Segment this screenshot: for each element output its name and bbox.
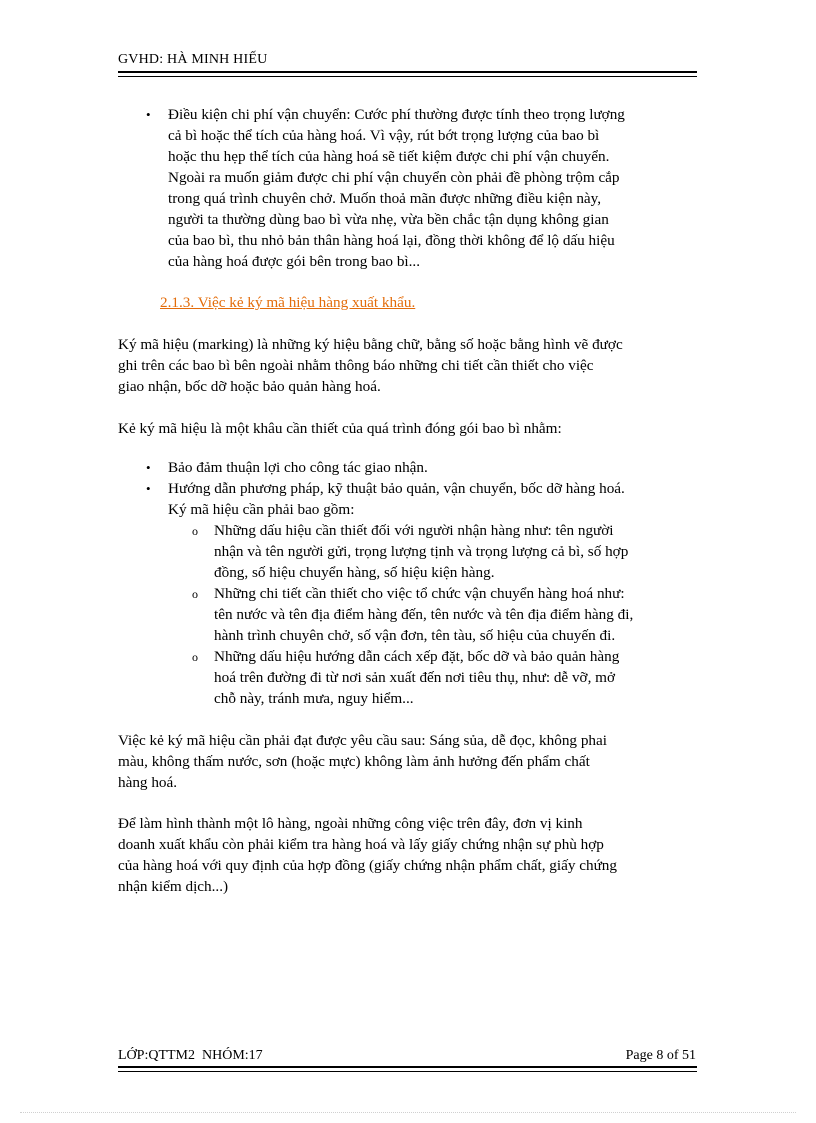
paragraph-purpose bbox=[118, 418, 704, 439]
line: người ta thường dùng bao bì vừa nhẹ, vừa bền chắc tận dụng không gian bbox=[168, 211, 609, 228]
intro-bullet-block bbox=[118, 104, 704, 272]
line: màu, không thấm nước, sơn (hoặc mực) không làm ảnh hưởng đến phẩm chất bbox=[118, 753, 590, 770]
bullet-icon: • bbox=[146, 107, 151, 122]
line: ghi trên các bao bì bên ngoài nhằm thông báo những chi tiết cần thiết cho việc bbox=[118, 357, 594, 374]
header-rule bbox=[118, 71, 697, 77]
line: Những chi tiết cần thiết cho việc tổ chức vận chuyển hàng hoá như: bbox=[214, 585, 625, 602]
line: nhận kiểm dịch...) bbox=[118, 878, 229, 895]
line: đồng, số hiệu chuyển hàng, số hiệu kiện hàng. bbox=[214, 564, 495, 581]
line: tên nước và tên địa điểm hàng đến, tên nước và tên địa điểm hàng đi, bbox=[214, 606, 634, 623]
paragraph-marking-definition bbox=[118, 334, 704, 397]
line: Những dấu hiệu cần thiết đối với người nhận hàng như: tên người bbox=[214, 522, 614, 539]
circle-bullet-icon: o bbox=[192, 587, 198, 601]
line: Kẻ ký mã hiệu là một khâu cần thiết của quá trình đóng gói bao bì nhằm: bbox=[118, 420, 562, 437]
circle-bullet-icon: o bbox=[192, 650, 198, 664]
line: Bảo đảm thuận lợi cho công tác giao nhận. bbox=[168, 459, 428, 476]
circle-bullet-icon: o bbox=[192, 524, 198, 538]
line: Ký mã hiệu (marking) là những ký hiệu bằng chữ, bằng số hoặc bằng hình vẽ được bbox=[118, 336, 623, 353]
header-text: GVHD: HÀ MINH HIẾU bbox=[118, 52, 268, 67]
bullet-icon: • bbox=[146, 460, 151, 475]
section-heading-block bbox=[160, 292, 700, 313]
line: cả bì hoặc thể tích của hàng hoá. Vì vậy, rút bớt trọng lượng của bao bì bbox=[168, 127, 600, 144]
footer-class-group: LỚP:QTTM2 NHÓM:17 bbox=[118, 1048, 263, 1063]
line: Ngoài ra muốn giảm được chi phí vận chuyển còn phải đề phòng trộm cắp bbox=[168, 169, 620, 186]
purpose-bullet-list bbox=[118, 457, 704, 709]
line: của bao bì, thu nhỏ bản thân hàng hoá lại, đồng thời không để lộ dấu hiệu bbox=[168, 232, 615, 249]
page-edge-divider bbox=[20, 1112, 796, 1113]
paragraph-requirements bbox=[118, 730, 704, 793]
list-item bbox=[118, 457, 704, 478]
page-footer bbox=[118, 1048, 696, 1064]
line: Việc kẻ ký mã hiệu cần phải đạt được yêu cầu sau: Sáng sủa, dễ đọc, không phai bbox=[118, 732, 607, 749]
line: Điều kiện chi phí vận chuyển: Cước phí thường được tính theo trọng lượng bbox=[168, 106, 625, 123]
line: Hướng dẫn phương pháp, kỹ thuật bảo quản, vận chuyển, bốc dỡ hàng hoá. bbox=[168, 480, 625, 497]
footer-rule bbox=[118, 1066, 697, 1072]
line: giao nhận, bốc dỡ hoặc bảo quản hàng hoá. bbox=[118, 378, 381, 395]
sub-list-item bbox=[118, 646, 704, 709]
line: hàng hoá. bbox=[118, 774, 178, 791]
line: doanh xuất khẩu còn phải kiểm tra hàng hoá và lấy giấy chứng nhận sự phù hợp bbox=[118, 836, 604, 853]
sub-list-item bbox=[118, 583, 704, 646]
section-heading: 2.1.3. Việc kẻ ký mã hiệu hàng xuất khẩu. bbox=[160, 294, 416, 311]
list-item bbox=[118, 478, 704, 709]
line: hoá trên đường đi từ nơi sản xuất đến nơi tiêu thụ, như: dễ vỡ, mở bbox=[214, 669, 616, 686]
line: hành trình chuyên chở, số vận đơn, tên tàu, số hiệu của chuyến đi. bbox=[214, 627, 616, 644]
line: chỗ này, tránh mưa, nguy hiểm... bbox=[214, 690, 414, 707]
line: nhận và tên người gửi, trọng lượng tịnh và trọng lượng cả bì, số hợp bbox=[214, 543, 629, 560]
page-number: Page 8 of 51 bbox=[625, 1048, 696, 1063]
line: Những dấu hiệu hướng dẫn cách xếp đặt, bốc dỡ và bảo quản hàng bbox=[214, 648, 620, 665]
page-header bbox=[118, 52, 696, 68]
line: của hàng hoá được gói bên trong bao bì... bbox=[168, 253, 421, 270]
bullet-icon: • bbox=[146, 481, 151, 496]
sub-list-item bbox=[118, 520, 704, 583]
line: trong quá trình chuyên chở. Muốn thoả mãn được những điều kiện này, bbox=[168, 190, 602, 207]
line: của hàng hoá với quy định của hợp đồng (giấy chứng nhận phẩm chất, giấy chứng bbox=[118, 857, 617, 874]
line: hoặc thu hẹp thể tích của hàng hoá sẽ tiết kiệm được chi phí vận chuyển. bbox=[168, 148, 610, 165]
line: Ký mã hiệu cần phải bao gồm: bbox=[168, 501, 355, 518]
paragraph-inspection bbox=[118, 813, 704, 897]
list-item bbox=[118, 104, 704, 272]
line: Để làm hình thành một lô hàng, ngoài những công việc trên đây, đơn vị kinh bbox=[118, 815, 583, 832]
